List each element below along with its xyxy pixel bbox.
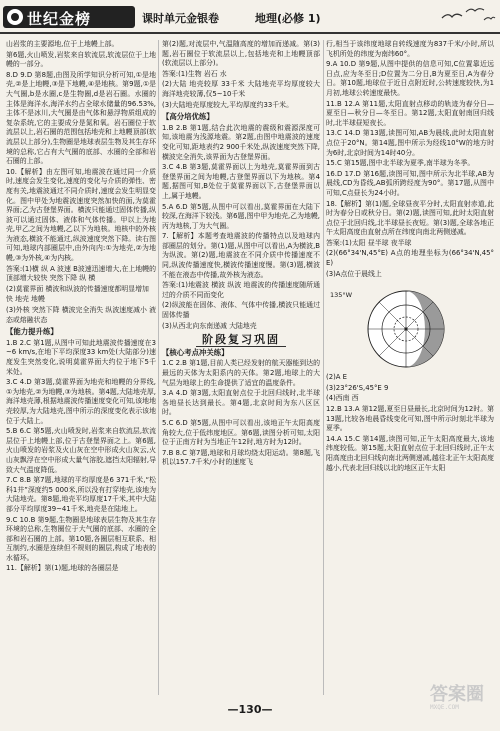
section-heading: 【能力提升练】 <box>6 327 58 337</box>
answer-para: (3)外核 突然下降 横波完全消失 纵波速度减小 液态或熔融状态 <box>6 306 156 324</box>
answer-para: 7.B 8.C 第7题,地球和月球均绕太阳运动。第8题,飞机以157.7千米/小时的速度飞 <box>162 448 320 467</box>
answer-para: 9.C 10.B 第9题,生物圈是地球表层生物及其生存环境的总称,生物圈位于大气圈的底部、水圈的全部和岩石圈的上部。第10题,各圈层相互联系、相互制约,水圈是连续但不规则的圈层,构成了地表的水循环。 <box>6 515 156 562</box>
watermark <box>430 676 496 722</box>
answer-para: 7.【解析】本题考查地震波的传播特点以及地球内部圈层的划分。第(1)题,从图中可以看出,A为横波,B为纵波。第(2)题,地震波在不同介质中传播速度不同,纵波传播速度快,横波传播速度慢。第(3)题,横波不能在液态中传播,故外核为液态。 <box>162 232 320 279</box>
figure-longitude-label: 135°W <box>330 291 353 300</box>
page-number: —130— <box>227 703 273 716</box>
section-heading: 【高分培优练】 <box>162 112 214 122</box>
answer-para: 答案:(1)太阳 昼半球 夜半球 <box>326 238 412 247</box>
series-title: 课时单元金银卷 <box>142 12 219 25</box>
answer-para: (3)大陆地壳厚度较大,平均厚度约33千米。 <box>162 100 293 109</box>
answer-para: 第6题,火山喷发,岩浆来自软流层,软流层位于上地幔的一部分。 <box>6 50 156 69</box>
column-2 <box>162 40 320 695</box>
column-1 <box>6 40 156 695</box>
answer-para: 1.B 2.B 第1题,结合此次地震的震级和震源深度可知,该地震为浅源地震。第2题,由图中地震波的速度变化可知,距地表约2 900千米处,纵波速度突然下降,横波完全消失,该界面为古登堡界面。 <box>162 123 320 161</box>
answer-para: 9.A 10.D 第9题,从图中提供的信息可知,C位置靠近远日点,应为冬至日;D位置为二分日,B为夏至日,A为春分日。第10题,地球位于近日点附近时,公转速度较快,为1月初,地球公转速度最快。 <box>326 60 494 97</box>
answer-para: (2)A E <box>326 373 348 382</box>
logo-text: 世纪金榜 <box>27 10 92 28</box>
answer-para: 快 地壳 地幔 <box>6 295 45 304</box>
answer-para: 7.C 8.B 第7题,地球的平均厚度是6 371千米,“松科1井”深度约5 000米,所以没有打穿地壳,该地为大陆地壳。第8题,地壳平均厚度17千米,其中大陆部分平均厚度39~41千米,地壳是在陆地上。 <box>6 476 156 513</box>
answer-para: 18.【解析】第(1)题,全球昼夜平分时,太阳直射赤道,此时为春分日或秋分日。第(2)题,读图可知,此时太阳直射点位于北回归线,北半球昼长夜短。第(3)题,全球各地正午太阳高度由直射点所在纬度向南北两侧递减。 <box>326 199 494 237</box>
answer-para: 3.A 4.D 第3题,太阳直射点位于北回归线时,北半球各地昼长达到最长。第4题,北京时间为东八区区时。 <box>162 389 320 417</box>
answer-para: (2)莫霍界面 横波和纵波的传播速度都明显增加 <box>6 284 149 293</box>
answer-para: 行,相当于该纬度地球自转线速度为837千米/小时,所以飞机所处的纬度为南纬60°。 <box>326 40 494 58</box>
stage-review-title: 阶段复习巩固 <box>162 335 320 345</box>
header-rule <box>0 32 500 34</box>
polar-view-diagram <box>344 283 464 371</box>
birds-decoration-icon <box>440 4 496 26</box>
column-divider <box>323 40 324 695</box>
answer-para: 5.B 6.C 第5题,火山喷发时,岩浆来自软流层,软流层位于上地幔上部,位于古登堡界面之上。第6题,火山喷发的岩浆及火山灰在空中形成火山灰云,火山灰飘浮在空中形成大量气溶胶,遮挡太阳辐射,导致大气温度降低。 <box>6 427 156 474</box>
logo-emblem-icon <box>7 9 23 25</box>
column-divider <box>158 40 159 695</box>
answer-para: 11.【解析】第(1)题,地球的各圈层是 <box>6 564 119 573</box>
answer-para: 3.C 4.D 第3题,莫霍界面为地壳和地幔的分界线,①为地壳,②为地幔,③为地核。第4题,大陆地壳厚,海洋地壳薄,根据地震波传播速度变化可知,该地地壳较厚,为大陆地壳,图中所示的深度变化表示该地位于大陆上。 <box>6 378 156 425</box>
answer-para: 8.D 9.D 第8题,由图及所学知识分析可知,①是地壳,②是上地幔,③是下地幔,④是地核。第9题,①是大气圈,b是水圈,c是生物圈,d是岩石圈。水圈的主体是海洋水,海洋水约占全球水储量的96.53%,主体不是冰川,大气圈是由气体和悬浮物质组成的复杂系统,它的主要成分是氮和氧。岩石圈位于软流层以上,岩石圈的范围包括地壳和上地幔顶部(软流层以上部分),生物圈是地球表层生物及其生存环境的总称,它占有大气圈的底部、水圈的全部和岩石圈的上部。 <box>6 70 156 166</box>
answer-para: 5.C 6.D 第5题,从图中可以看出,该地正午太阳高度角较大,位于低纬度地区。第6题,读图分析可知,太阳位于正南方时为当地正午12时,地方时为12时。 <box>162 418 320 447</box>
answer-para: 答案:(1)横 纵 A 波速 B波速迅速增大,在上地幔的顶部增大较快 突然下降 纵 横 <box>6 264 156 283</box>
answer-para: (4)西南 西 <box>326 394 359 403</box>
answer-para: 5.A 6.D 第5题,从图中可以看出,莫霍界面在大陆下较深,在海洋下较浅。第6题,图中甲为地壳,乙为地幔,丙为地核,丁为大气圈。 <box>162 202 320 230</box>
answer-para: 15.C 第15题,图中北半球为夏季,南半球为冬季。 <box>326 159 475 168</box>
column-3 <box>326 40 494 695</box>
subject-title: 地理(必修 1) <box>255 12 321 25</box>
answer-para: 12.B 13.A 第12题,夏至日昼最长,北京时间为12时。第13题,比较各地晨昏线变化可知,图中所示时刻北半球为夏季。 <box>326 405 494 433</box>
answer-para: 3.C 4.B 第3题,莫霍界面以上为地壳,莫霍界面到古登堡界面之间为地幔,古登堡界面以下为地核。第4题,据图可知,B处位于莫霍界面以下,古登堡界面以上,属于地幔。 <box>162 163 320 200</box>
answer-para: 1.C 2.B 第1题,目前人类已经发射的航天器能到达的最远的天体为太阳系内的天体。第2题,地球上的大气层为地球上的生命提供了适宜的温度条件。 <box>162 359 320 387</box>
brand-logo <box>3 6 135 28</box>
answer-para: 答案:(1)生物 岩石 水 <box>162 69 227 78</box>
answer-para: 13.C 14.D 第13题,读图可知,AB为晨线,此时太阳直射点位于20°N。第14题,图中所示为经线10°W的地方时为6时,北京时间为14时40分。 <box>326 129 494 157</box>
answer-para: (3)A点位于晨线上 <box>326 269 382 278</box>
answer-para: 16.D 17.D 第16题,读图可知,图中所示为北半球,AB为晨线,CD为昏线,AB弧所跨经度为90°。第17题,从图中可知,C点昼长为24小时。 <box>326 169 494 197</box>
section-heading: 【核心考点冲关练】 <box>162 347 229 357</box>
answer-para: (3)23°26'S,45°E 9 <box>326 383 389 392</box>
answer-para: (3)从西北向东南递减 大陆地壳 <box>162 321 257 330</box>
watermark-text: 答案圈 <box>430 684 484 705</box>
answer-para: 10.【解析】由左图可知,地震波在通过同一介质时,速度会发生变化,速度的变化与介质的弹性、密度有关,地震波通过不同介质时,速度会发生明显变化。图中甲处为地震波速度突然加快的面,为莫霍界面;乙为古登堡界面。横波只能通过固体传播,纵波可以通过固体、液体和气体传播。甲以上为地壳,甲乙之间为地幔,乙以下为地核。地核中的外核为液态,横波不能通过,纵波速度突然下降。读右图可知,地球内部圈层中,由外向内:①为地壳,②为地幔,③为外核,④为内核。 <box>6 167 156 263</box>
answer-para: 山岩浆的主要源地,位于上地幔上部。 <box>6 40 119 48</box>
answer-para: (2)(66°34'N,45°E) A点的地理坐标为(66°34'N,45°E) <box>326 249 494 268</box>
answer-para: 11.B 12.A 第11题,太阳直射点移动的轨迹为春分日—夏至日—秋分日—冬至日。第12题,太阳直射南回归线时,北半球昼短夜长。 <box>326 99 494 127</box>
page-header <box>0 0 500 44</box>
answer-para: 第(2)题,对流层中,气温随高度的增加而递减。第(3)题,岩石圈位于软流层以上,包括地壳和上地幔顶部(软流层以上部分)。 <box>162 40 320 68</box>
watermark-url: MXQE.COM <box>430 704 459 711</box>
answer-para: 1.B 2.C 第1题,从图中可知此地震波传播速度在3~6 km/s,在地下平均深度33 km处(大陆部分)速度发生突然变化,说明莫霍界面大约位于地下5千米处。 <box>6 338 156 376</box>
earth-illumination-figure <box>330 283 464 371</box>
answer-para: (2)大陆 地壳较厚 33千米 大陆地壳平均厚度较大 海洋地壳较薄,仅5~10千米 <box>162 80 320 98</box>
answer-para: 答案:(1)地震波 横波 纵波 地震波的传播速度随所通过的介质不同而变化 <box>162 281 320 299</box>
answer-para: 14.A 15.C 第14题,读图可知,正午太阳高度最大,该地纬度较低。第15题,太阳直射点位于北回归线时,正午太阳高度由北回归线向南北两侧递减,越往北正午太阳高度越小,代表北回归线以北的地区正午太阳 <box>326 434 494 472</box>
answer-para: (2)纵波能在固体、液体、气体中传播,横波只能通过固体传播 <box>162 301 320 320</box>
